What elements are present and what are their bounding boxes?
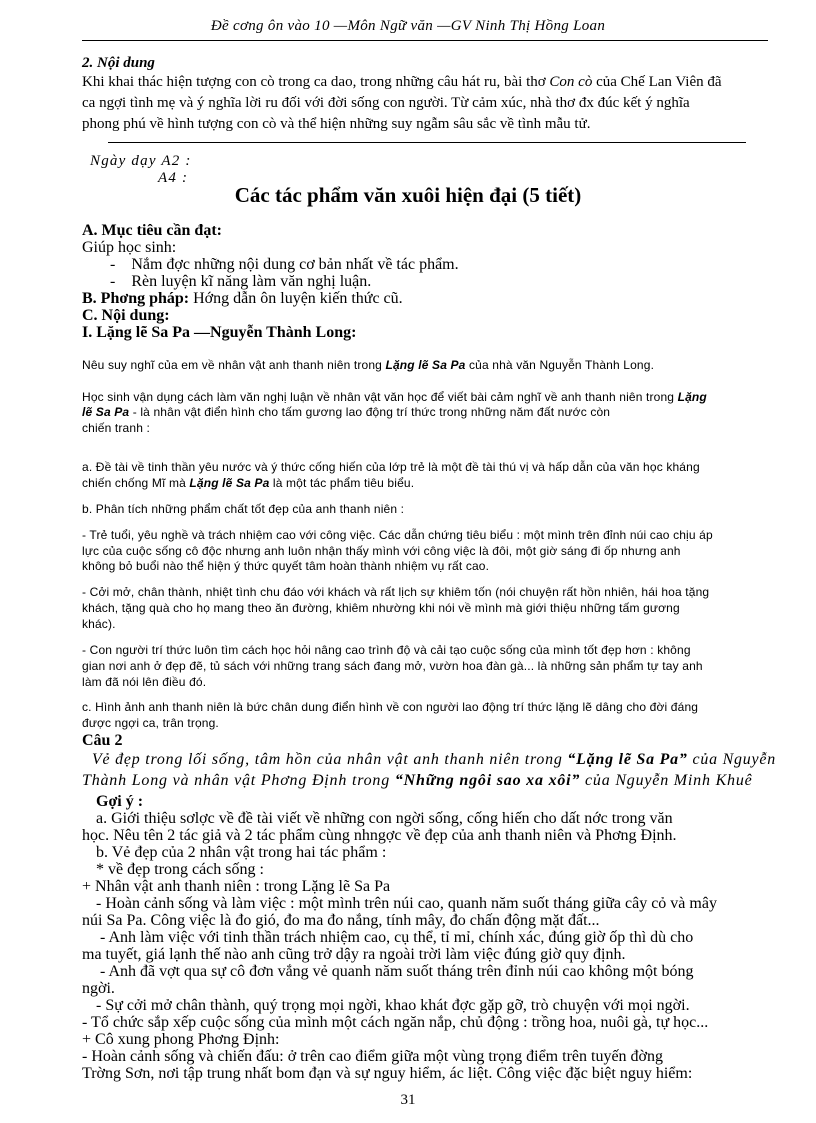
q2-line: - Hoàn cảnh sống và làm việc : một mình trên núi cao, quanh năm suốt tháng giữa cây cỏ và mây <box>96 895 717 912</box>
q1-para: lẽ Sa Pa - là nhân vật điển hình cho tấm gương lao động trí thức trong những năm đất nước còn <box>82 405 611 419</box>
q1-detail: làm đã nói lên điều đó. <box>82 675 207 689</box>
q2-topic: Vẻ đẹp trong lối sống, tâm hồn của nhân vật anh thanh niên trong “Lặng lẽ Sa Pa” của Nguyễn <box>92 751 777 768</box>
q2-line: - Tổ chức sắp xếp cuộc sống của mình một cách ngăn nắp, chủ động : trồng hoa, nuôi gà, tự học... <box>82 1014 709 1031</box>
q1-detail: khách, tặng quà cho họ mang theo ăn đường, khiêm nhường khi nói về mình mà giới thiệu những tấm gương <box>82 601 680 615</box>
date-label-2: A4 : <box>158 170 189 186</box>
page-header: Đề cơng ôn vào 10 —Môn Ngữ văn —GV Ninh Thị Hồng Loan <box>210 18 606 34</box>
q2-line: + Cô xung phong Phơng Định: <box>82 1031 280 1048</box>
q1-part-c: được ngợi ca, trân trọng. <box>82 716 219 730</box>
objectives-intro: Giúp học sinh: <box>82 239 177 256</box>
q2-line: - Sự cởi mở chân thành, quý trọng mọi ngời, khao khát đợc gặp gỡ, trò chuyện với mọi ngời. <box>96 997 690 1014</box>
content-heading: C. Nội dung: <box>82 307 170 324</box>
q1-detail: - Con người trí thức luôn tìm cách học hỏi nâng cao trình độ và cải tạo cuộc sống của mình tốt đẹp hơn : không <box>82 643 691 657</box>
q2-line: học. Nêu tên 2 tác giả và 2 tác phẩm cùng nhngợc về đẹp của anh thanh niên và Phơng Định. <box>82 827 677 844</box>
q1-prompt: Nêu suy nghĩ của em về nhân vật anh thanh niên trong Lặng lẽ Sa Pa của nhà văn Nguyễn Thành Long. <box>82 358 655 372</box>
q2-line: - Anh làm việc với tinh thần trách nhiệm cao, cụ thể, tỉ mỉ, chính xác, đúng giờ ốp thì dù cho <box>100 929 694 946</box>
section-line-3: phong phú về hình tượng con cò và thể hiện những suy ngẫm sâu sắc về tình mẫu tử. <box>82 116 591 132</box>
section-line-2: ca ngợi tình mẹ và ý nghĩa lời ru đối với đời sống con người. Từ cảm xúc, nhà thơ đx đúc kết ý nghĩa <box>82 95 690 111</box>
header-divider <box>82 40 768 41</box>
objectives-heading: A. Mục tiêu cần đạt: <box>82 222 222 239</box>
q2-heading: Câu 2 <box>82 732 123 749</box>
q2-line: Trờng Sơn, nơi tập trung nhất bom đạn và sự nguy hiểm, ác liệt. Công việc đặc biệt nguy hiểm: <box>82 1065 693 1082</box>
lesson-title: Các tác phẩm văn xuôi hiện đại (5 tiết) <box>234 183 582 207</box>
poem-title: Con cò <box>549 74 593 90</box>
q1-part-a: a. Đề tài về tinh thần yêu nước và ý thức cống hiến của lớp trẻ là một đề tài thú vị và hấp dẫn của văn học kháng <box>82 460 700 474</box>
q1-para: Học sinh vận dụng cách làm văn nghị luận về nhân vật văn học để viết bài cảm nghĩ về anh thanh niên trong Lặng <box>82 390 707 404</box>
q2-topic: Thành Long và nhân vật Phơng Định trong “Những ngôi sao xa xôi” của Nguyễn Minh Khuê <box>82 772 753 789</box>
q1-part-b: b. Phân tích những phẩm chất tốt đẹp của anh thanh niên : <box>82 502 405 516</box>
q2-line: ngời. <box>82 980 115 997</box>
q2-hint-heading: Gợi ý : <box>96 793 144 810</box>
q1-detail: - Cởi mở, chân thành, nhiệt tình chu đáo với khách và rất lịch sự khiêm tốn (nói chuyện rất hồn nhiên, hái hoa tặng <box>82 585 710 599</box>
q1-detail: lực của cuộc sống cô độc nhưng anh luôn nhận thấy mình với công việc là đôi, một giờ sáng đi ốp nhưng anh <box>82 544 681 558</box>
q1-detail: khác). <box>82 617 116 631</box>
section-heading: 2. Nội dung <box>82 55 155 71</box>
q2-line: - Hoàn cảnh sống và chiến đấu: ở trên cao điểm giữa một vùng trọng điểm trên tuyến đờng <box>82 1048 663 1065</box>
q1-detail: - Trẻ tuổi, yêu nghề và trách nhiệm cao với công việc. Các dẫn chứng tiêu biểu : một mình trên đỉnh núi cao chịu áp <box>82 528 713 542</box>
q2-line: - Anh đã vợt qua sự cô đơn vắng vẻ quanh năm suốt tháng trên đỉnh núi cao không một bóng <box>100 963 694 980</box>
q2-line: a. Giới thiệu sơlợc về đề tài viết về những con ngời sống, cống hiến cho dất nớc trong văn <box>96 810 673 827</box>
q1-part-c: c. Hình ảnh anh thanh niên là bức chân dung điển hình về con người lao động trí thức lặng lẽ dâng cho đời đáng <box>82 700 699 714</box>
q2-line: ma tuyết, giá lạnh thế nào anh cũng trở dậy ra ngoài trời làm việc đúng giờ quy định. <box>82 946 626 963</box>
section-divider <box>108 142 746 143</box>
section-line-1: Khi khai thác hiện tượng con cò trong ca dao, trong những câu hát ru, bài thơ Con cò của Chế Lan Viên đã <box>82 74 722 90</box>
q1-detail: không bỏ buổi nào thể hiện ý thức quyết tâm hoàn thành nhiệm vụ rất cao. <box>82 559 490 573</box>
q1-part-a: chiến chống Mĩ mà Lặng lẽ Sa Pa là một tác phẩm tiêu biểu. <box>82 476 415 490</box>
part-i-heading: I. Lặng lẽ Sa Pa —Nguyễn Thành Long: <box>82 324 357 341</box>
date-label: Ngày dạy A2 : <box>90 153 192 169</box>
objective-item: - Nắm đợc những nội dung cơ bản nhất về tác phẩm. <box>110 256 459 273</box>
method-line: B. Phơng pháp: Hớng dẫn ôn luyện kiến thức cũ. <box>82 290 403 307</box>
page-number: 31 <box>400 1092 416 1108</box>
q1-detail: gian nơi anh ở đẹp đẽ, tủ sách với những trang sách đang mở, vườn hoa đàn gà... là những sản phẩm tự tay anh <box>82 659 703 673</box>
q2-line: + Nhân vật anh thanh niên : trong Lặng lẽ Sa Pa <box>82 878 391 895</box>
q2-line: b. Vẻ đẹp của 2 nhân vật trong hai tác phẩm : <box>96 844 387 861</box>
q1-para: chiến tranh : <box>82 421 150 435</box>
q2-line: * về đẹp trong cách sống : <box>96 861 264 878</box>
q2-line: núi Sa Pa. Công việc là đo gió, đo ma đo nắng, tính mây, đo chấn động mặt đất... <box>82 912 600 929</box>
objective-item: - Rèn luyện kĩ năng làm văn nghị luận. <box>110 273 372 290</box>
